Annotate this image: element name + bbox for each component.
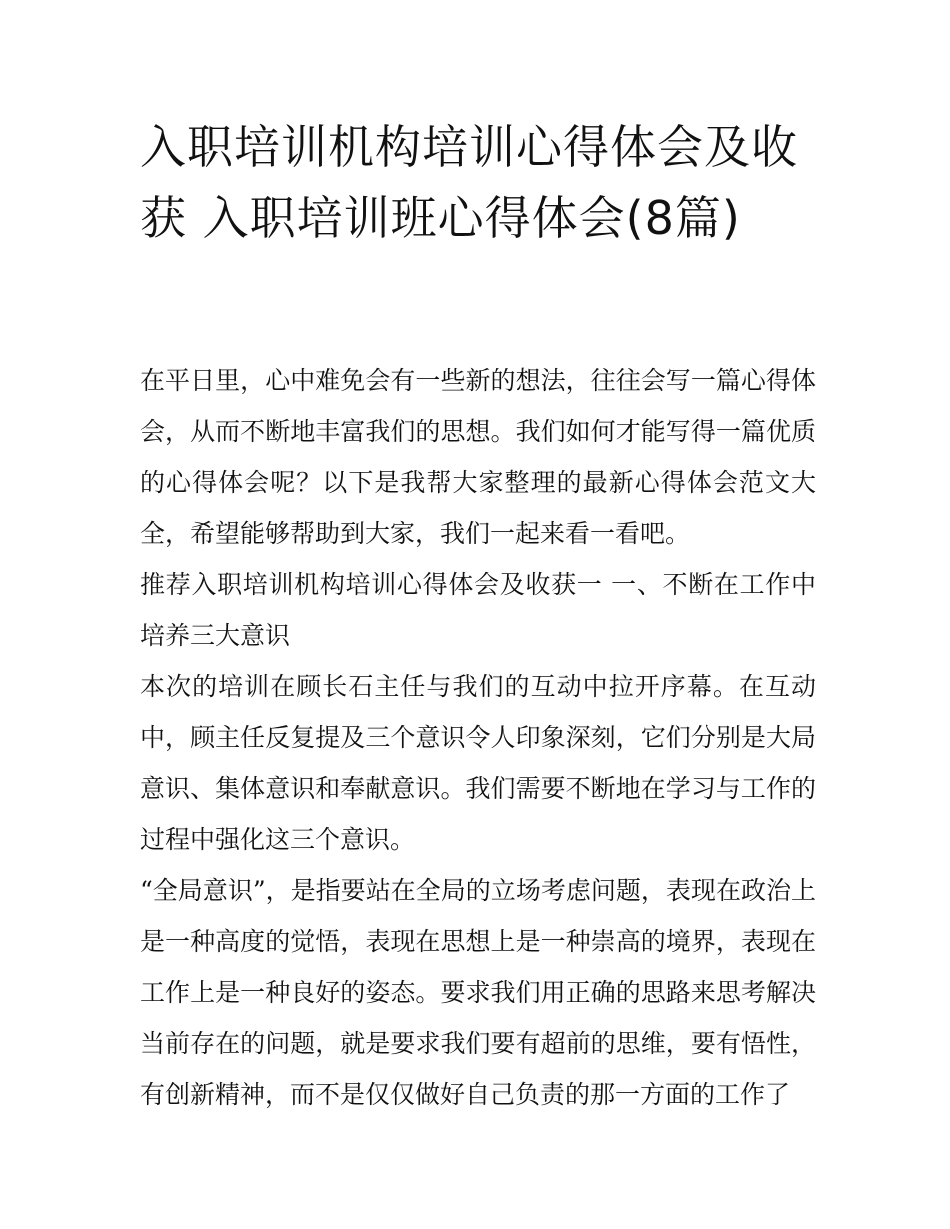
paragraph-section-heading: 推荐入职培训机构培训心得体会及收获一 一、不断在工作中培养三大意识	[140, 570, 816, 650]
document-body	[140, 355, 816, 1120]
document-title: 入职培训机构培训心得体会及收获 入职培训班心得体会(8篇)	[140, 120, 798, 245]
paragraph-intro: 在平日里，心中难免会有一些新的想法，往往会写一篇心得体会，从而不断地丰富我们的思想。我们如何才能写得一篇优质的心得体会呢？以下是我帮大家整理的最新心得体会范文大全，希望能够帮助到大家，我们一起来看一看吧。	[140, 366, 816, 548]
paragraph-training-intro: 本次的培训在顾长石主任与我们的互动中拉开序幕。在互动中，顾主任反复提及三个意识令人印象深刻，它们分别是大局意识、集体意识和奉献意识。我们需要不断地在学习与工作的过程中强化这三个意识。	[140, 672, 816, 854]
paragraph-global-awareness: “全局意识”，是指要站在全局的立场考虑问题，表现在政治上是一种高度的觉悟，表现在思想上是一种崇高的境界，表现在工作上是一种良好的姿态。要求我们用正确的思路来思考解决当前存在的问题，就是要求我们要有超前的思维，要有悟性，有创新精神，而不是仅仅做好自己负责的那一方面的工作了	[140, 876, 816, 1109]
